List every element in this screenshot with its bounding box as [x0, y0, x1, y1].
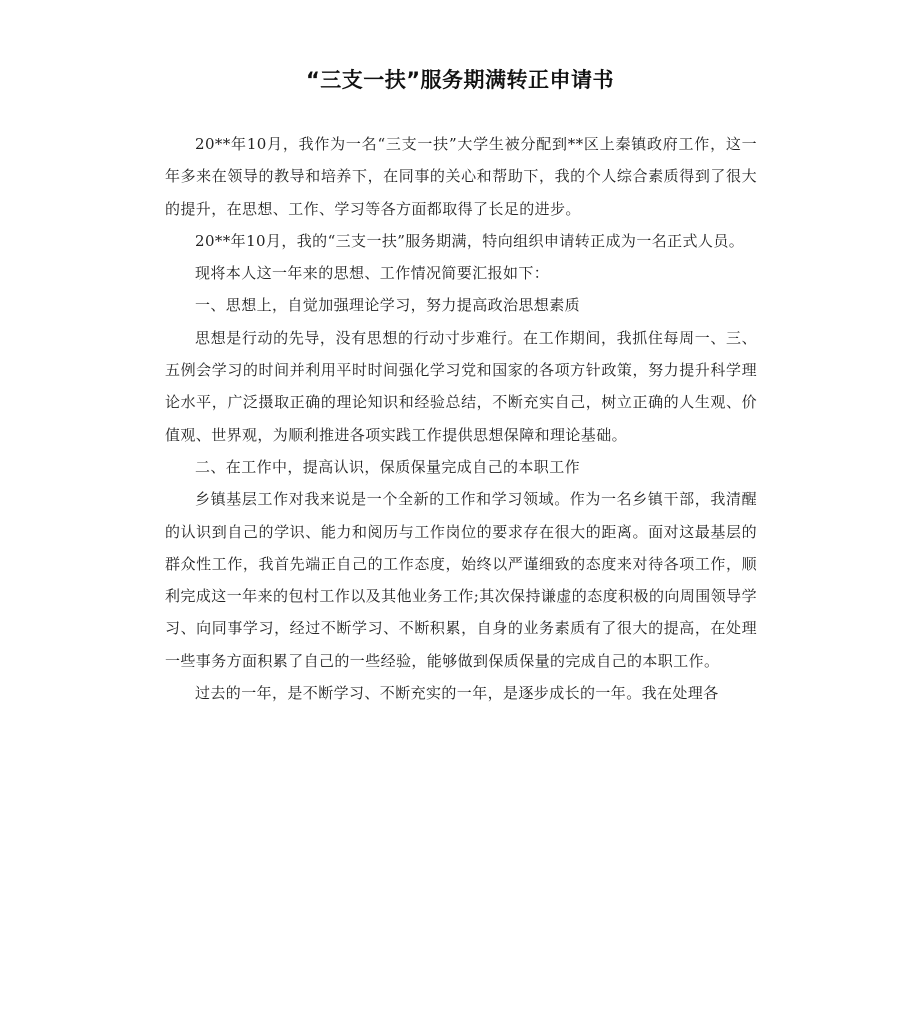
- paragraph-report-lead: 现将本人这一年来的思想、工作情况简要汇报如下：: [195, 264, 550, 283]
- paragraph-work: 乡镇基层工作对我来说是一个全新的工作和学习领域。作为一名乡镇干部，我清醒的认识到自己的学识、能力和阅历与工作岗位的要求存在很大的距离。面对这最基层的群众性工作，我首先端正自己的工作态度，始终以严谨细致的态度来对待各项工作，顺利完成这一年来的包村工作以及其他业务工作;其次保持谦虚的态度积极的向周围领导学习、向同事学习，经过不断学习、不断积累，自身的业务素质有了很大的提高，在处理一些事务方面积累了自己的一些经验，能够做到保质保量的完成自己的本职工作。: [165, 490, 757, 670]
- paragraph-application: 20**年10月，我的“三支一扶”服务期满，特向组织申请转正成为一名正式人员。: [195, 231, 745, 250]
- section-heading-thought: 一、思想上，自觉加强理论学习，努力提高政治思想素质: [195, 296, 581, 315]
- document-body: [165, 128, 757, 709]
- document-title: “三支一扶”服务期满转正申请书: [305, 68, 615, 92]
- paragraph-thought: 思想是行动的先导，没有思想的行动寸步难行。在工作期间，我抓住每周一、三、五例会学习的时间并利用平时时间强化学习党和国家的各项方针政策，努力提升科学理论水平，广泛摄取正确的理论知识和经验总结，不断充实自己，树立正确的人生观、价值观、世界观，为顺利推进各项实践工作提供思想保障和理论基础。: [165, 328, 757, 444]
- paragraph-intro: 20**年10月，我作为一名“三支一扶”大学生被分配到**区上秦镇政府工作，这一年多来在领导的教导和培养下，在同事的关心和帮助下，我的个人综合素质得到了很大的提升，在思想、工作、学习等各方面都取得了长足的进步。: [165, 135, 757, 218]
- paragraph-summary: 过去的一年，是不断学习、不断充实的一年，是逐步成长的一年。我在处理各: [195, 684, 719, 703]
- section-heading-work: 二、在工作中，提高认识，保质保量完成自己的本职工作: [195, 457, 581, 476]
